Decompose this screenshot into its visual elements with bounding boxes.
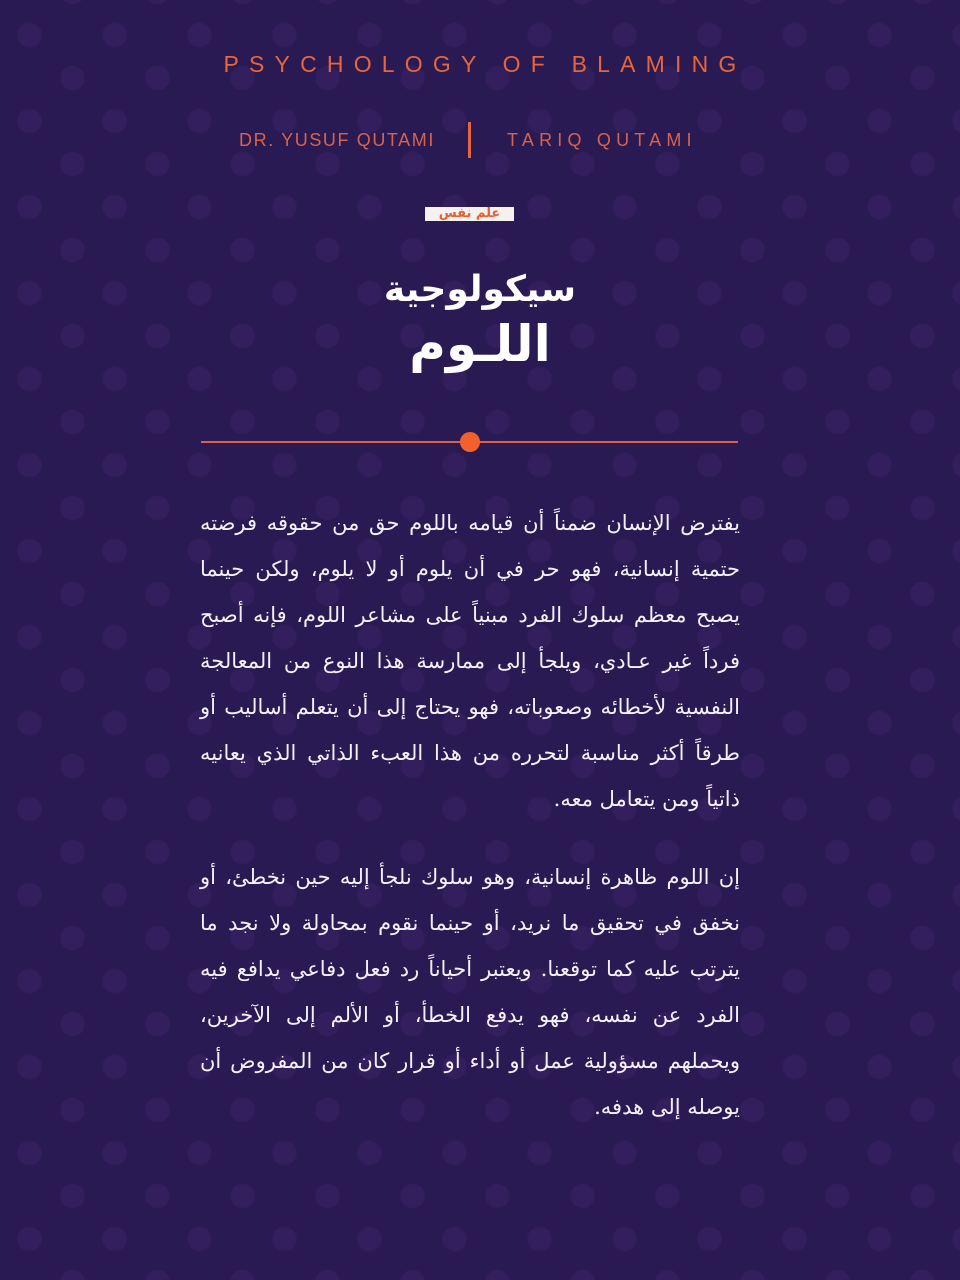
divider-dot-icon (460, 432, 480, 452)
synopsis-paragraph: يفترض الإنسان ضمناً أن قيامه باللوم حق من حقوقه فرضته حتمية إنسانية، فهو حر في أن يلوم أو لا يلوم، ولكن حينما يصبح معظم سلوك الفرد مبنياً على مشاعر اللوم، فإنه أصبح فرداً غير عـادي، ويلجأ إلى ممارسة هذا النوع من المعالجة النفسية لأخطائه وصعوباته، فهو يحتاج إلى أن يتعلم أساليب أو طرقاً أكثر مناسبة لتحرره من هذا العبء الذاتي الذي يعانيه ذاتياً ومن يتعامل معه. (200, 511, 740, 811)
book-title-line-1: سيكولوجية (383, 269, 577, 310)
book-title (0, 266, 960, 374)
author-name-primary: DR. YUSUF QUTAMI (239, 130, 435, 150)
category-badge: علم نفس (425, 207, 514, 221)
series-title: PSYCHOLOGY OF BLAMING (223, 51, 747, 77)
synopsis (200, 500, 740, 1162)
book-title-line-2: اللـوم (409, 315, 551, 373)
author-separator (468, 122, 471, 158)
synopsis-paragraph: إن اللوم ظاهرة إنسانية، وهو سلوك نلجأ إليه حين نخطئ، أو نخفق في تحقيق ما نريد، أو حينما نقوم بمحاولة ولا نجد ما يترتب عليه كما توقعنا. ويعتبر أحياناً رد فعل دفاعي يدافع فيه الفرد عن نفسه، فهو يدفع الخطأ، أو الألم إلى الآخرين، ويحملهم مسؤولية عمل أو أداء أو قرار كان من المفروض أن يوصله إلى هدفه. (200, 865, 741, 1119)
authors-row (0, 122, 960, 160)
author-name-secondary: TARIQ QUTAMI (507, 130, 697, 150)
